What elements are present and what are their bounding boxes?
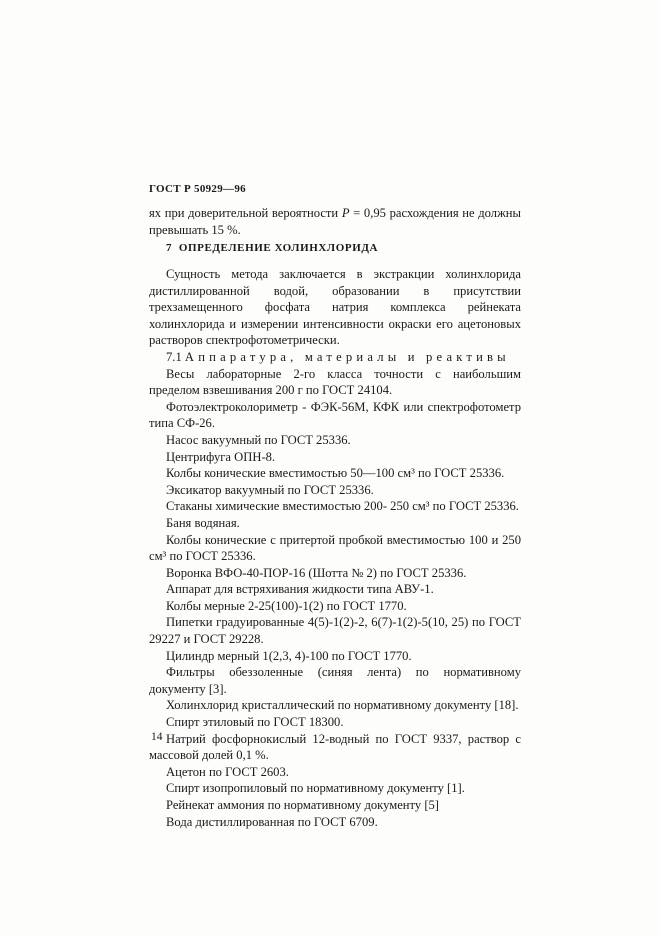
list-item: Баня водяная. [166,515,240,530]
section-heading [166,242,378,254]
list-item: Цилиндр мерный 1(2,3, 4)-100 по ГОСТ 1770. [166,648,412,663]
list-item: Эксикатор вакуумный по ГОСТ 25336. [166,482,374,497]
section-title: ОПРЕДЕЛЕНИЕ ХОЛИНХЛОРИДА [178,242,379,254]
list-item: Пипетки градуированные 4(5)-1(2)-2, 6(7)-1(2)-5(10, 25) по ГОСТ 29227 и ГОСТ 29228. [149,615,521,647]
subsection-number: 7.1 [166,349,182,364]
list-item: Аппарат для встряхивания жидкости типа АВУ-1. [166,582,434,597]
list-item: Холинхлорид кристаллический по нормативному документу [18]. [166,698,519,713]
intro-paragraph: Сущность метода заключается в экстракции холинхлорида дистиллированной водой, образовании в присутствии трехзамещенного фосфата натрия комплекса рейнеката холинхлорида и измерении интенсивности окраски его ацетоновых растворов спектрофотометрически. [149,267,521,348]
subsection-title: Аппаратура, материалы и реактивы [184,349,510,364]
document-header-code: ГОСТ Р 50929—96 [149,183,246,195]
lead-paragraph [149,205,521,238]
list-item: Насос вакуумный по ГОСТ 25336. [166,432,351,447]
list-item: Натрий фосфорнокислый 12-водный по ГОСТ 9337, раствор с массовой долей 0,1 %. [149,731,521,763]
list-item: Весы лабораторные 2-го класса точности с наибольшим пределом взвешивания 200 г по ГОСТ 24104. [149,366,521,398]
lead-variable: P [341,206,350,220]
subsection-heading [149,349,521,366]
list-item: Стаканы химические вместимостью 200- 250 см³ по ГОСТ 25336. [166,499,519,514]
page-number: 14 [151,731,163,743]
list-item: Ацетон по ГОСТ 2603. [166,764,289,779]
list-item: Рейнекат аммония по нормативному документу [5] [166,798,440,812]
list-item: Колбы мерные 2-25(100)-1(2) по ГОСТ 1770. [166,598,407,613]
list-item: Фотоэлектроколориметр - ФЭК-56М, КФК или спектрофотометр типа СФ-26. [149,399,521,431]
list-item: Колбы конические с притертой пробкой вместимостью 100 и 250 см³ по ГОСТ 25336. [149,532,521,564]
list-item: Спирт изопропиловый по нормативному документу [1]. [166,781,465,796]
list-item: Фильтры обеззоленные (синяя лента) по нормативному документу [3]. [149,665,521,696]
list-item: Центрифуга ОПН-8. [166,449,276,464]
list-item: Вода дистиллированная по ГОСТ 6709. [166,814,378,829]
lead-text-part1: ях при доверительной вероятности [149,206,342,220]
list-item: Воронка ВФО-40-ПОР-16 (Шотта № 2) по ГОСТ 25336. [166,565,467,580]
list-item: Спирт этиловый по ГОСТ 18300. [166,715,344,730]
section-body [149,266,521,830]
list-item: Колбы конические вместимостью 50—100 см³ по ГОСТ 25336. [166,466,505,481]
lead-text-part2: = 0,95 расхождения не должны превышать 15 %. [149,206,521,237]
section-number: 7 [166,242,173,254]
